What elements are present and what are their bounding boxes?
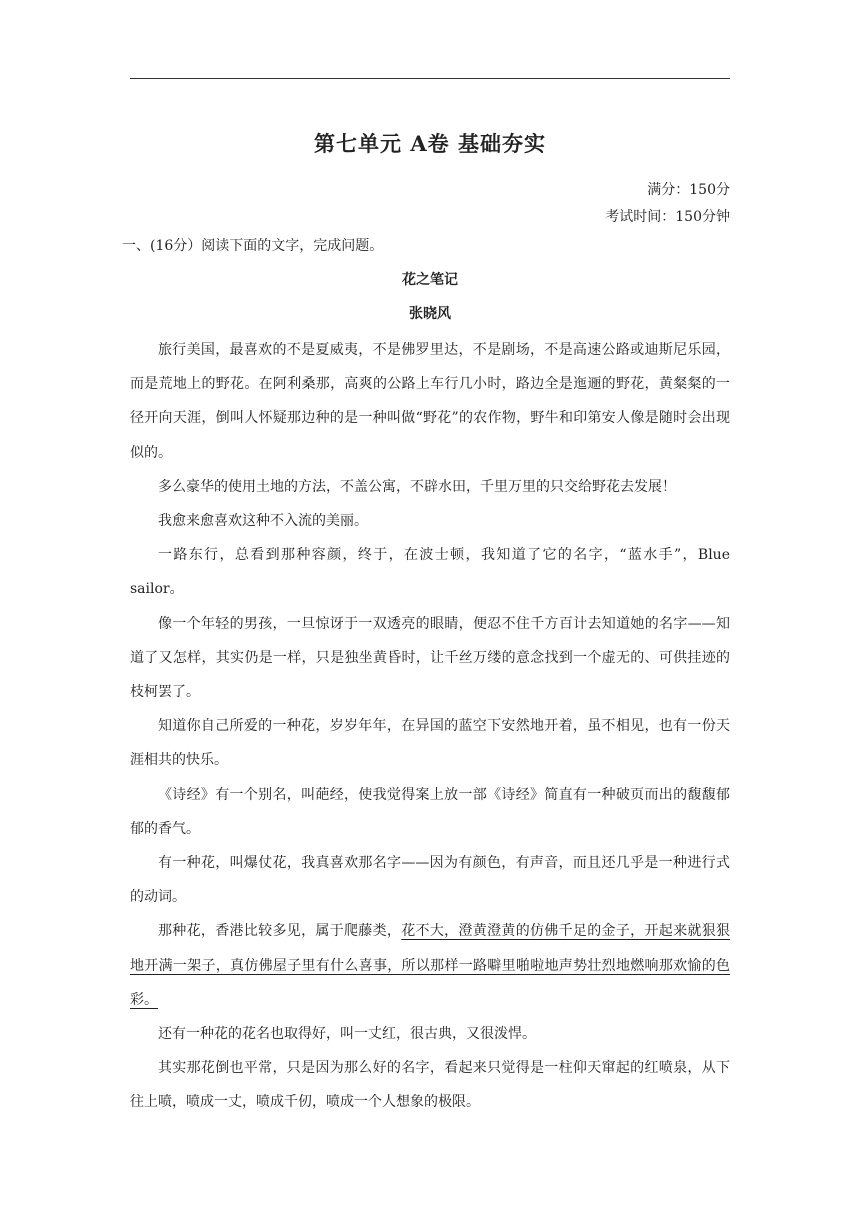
- paragraph: 多么豪华的使用土地的方法，不盖公寓，不辟水田，千里万里的只交给野花去发展！: [158, 478, 676, 495]
- paragraph: 《诗经》有一个别名，叫葩经，使我觉得案上放一部《诗经》简直有一种破页而出的馥馥郁郁的香气。: [130, 786, 730, 837]
- article-body: [130, 333, 730, 1120]
- paragraph-with-underline: [130, 914, 730, 1017]
- header-rule: [130, 78, 730, 79]
- paragraph-text: 那种花，香港比较多见，属于爬藤类，: [158, 923, 402, 940]
- paragraph: 有一种花，叫爆仗花，我真喜欢那名字——因为有颜色，有声音，而且还几乎是一种进行式的动词。: [130, 855, 730, 906]
- question-intro: 一、(16分）阅读下面的文字，完成问题。: [122, 238, 384, 254]
- paragraph: 像一个年轻的男孩，一旦惊讶于一双透亮的眼睛，便忍不住千方百计去知道她的名字——知道了又怎样，其实仍是一样，只是独坐黄昏时，让千丝万缕的意念找到一个虚无的、可供挂迹的枝柯罢了。: [130, 615, 730, 701]
- underlined-sentence: 花不大，澄黄澄黄的仿佛千足的金子，开起来就狠狠地开满一架子，真仿佛屋子里有什么喜事，所以那样一路噼里啪啦地声势壮烈地燃响那欢愉的色彩。: [130, 923, 731, 1008]
- paragraph: 一路东行，总看到那种容颜，终于，在波士顿，我知道了它的名字，“蓝水手”，Blue sailor。: [130, 547, 730, 598]
- page-title: 第七单元 A卷 基础夯实: [314, 131, 546, 156]
- full-score: 满分：150分: [647, 182, 730, 198]
- paragraph: 其实那花倒也平常，只是因为那么好的名字，看起来只觉得是一柱仰天窜起的红喷泉，从下往上喷，喷成一丈，喷成千仞，喷成一个人想象的极限。: [130, 1060, 730, 1111]
- paragraph: 还有一种花的花名也取得好，叫一丈红，很古典，又很泼悍。: [158, 1026, 536, 1043]
- paragraph: 知道你自己所爱的一种花，岁岁年年，在异国的蓝空下安然地开着，虽不相见，也有一份天涯相共的快乐。: [130, 718, 730, 769]
- paragraph: 旅行美国，最喜欢的不是夏威夷，不是佛罗里达，不是剧场，不是高速公路或迪斯尼乐园，而是荒地上的野花。在阿利桑那，高爽的公路上车行几小时，路边全是迤逦的野花，黄粲粲的一径开向天涯，倒叫人怀疑那边种的是一种叫做“野花”的农作物，野牛和印第安人像是随时会出现似的。: [130, 342, 730, 461]
- paragraph: 我愈来愈喜欢这种不入流的美丽。: [158, 513, 368, 530]
- article-title: 花之笔记: [402, 272, 458, 288]
- article-author: 张晓风: [409, 306, 451, 322]
- exam-time: 考试时间：150分钟: [605, 209, 730, 225]
